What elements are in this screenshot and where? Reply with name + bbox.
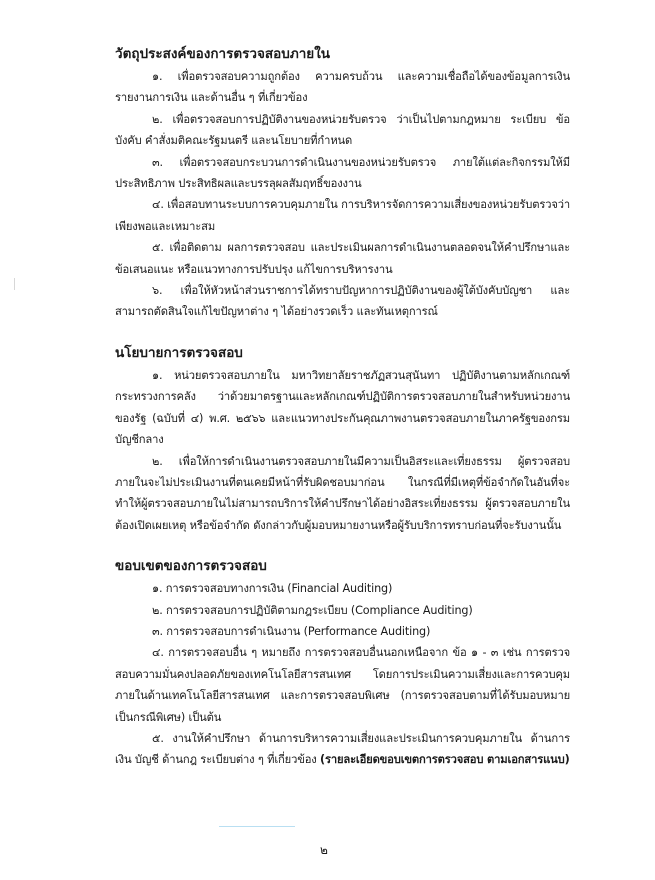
section-heading: ขอบเขตของการตรวจสอบ: [115, 558, 267, 575]
paragraph: ๔. เพื่อสอบทานระบบการควบคุมภายใน การบริหารจัดการความเสี่ยงของหน่วยรับตรวจว่าเพียงพอและเหมาะสม: [115, 198, 570, 233]
section-objectives: [115, 44, 570, 323]
page-content: [115, 44, 570, 789]
paragraph: ๑. การตรวจสอบทางการเงิน (Financial Auditing): [152, 582, 393, 596]
paragraph-text: ๕. งานให้คำปรึกษา ด้านการบริหารความเสี่ยงและประเมินการควบคุมภายใน ด้านการเงิน บัญชี ด้านกฎ ระเบียบต่าง ๆ ที่เกี่ยวข้อง: [115, 731, 570, 767]
paragraph: ๑. เพื่อตรวจสอบความถูกต้อง ความครบถ้วน และความเชื่อถือได้ของข้อมูลการเงิน รายงานการเงิน และด้านอื่น ๆ ที่เกี่ยวข้อง: [115, 70, 570, 105]
paragraph: ๒. เพื่อให้การดำเนินงานตรวจสอบภายในมีความเป็นอิสระและเที่ยงธรรม ผู้ตรวจสอบภายในจะไม่ประเมินงานที่ตนเคยมีหน้าที่รับผิดชอบมาก่อน ในกรณีที่มีเหตุที่ข้อจำกัดในอันที่จะทำให้ผู้ตรวจสอบภายในไม่สามารถบริการให้คำปรึกษาได้อย่างอิสระเที่ยงธรรม ผู้ตรวจสอบภายในต้องเปิดเผยเหตุ หรือข้อจำกัด ดังกล่าวกับผู้มอบหมายงานหรือผู้รับบริการทราบก่อนที่จะรับงานนั้น: [115, 454, 570, 532]
paragraph: ๓. เพื่อตรวจสอบกระบวนการดำเนินงานของหน่วยรับตรวจ ภายใต้แต่ละกิจกรรมให้มีประสิทธิภาพ ประสิทธิผลและบรรลุผลสัมฤทธิ์ของงาน: [115, 155, 570, 191]
binding-mark: [14, 278, 15, 290]
section-heading: วัตถุประสงค์ของการตรวจสอบภายใน: [115, 46, 331, 62]
section-scope: [115, 556, 570, 771]
page-number: ๒: [320, 843, 328, 857]
paragraph: ๕. เพื่อติดตาม ผลการตรวจสอบ และประเมินผลการดำเนินงานตลอดจนให้คำปรึกษาและข้อเสนอแนะ หรือแนวทางการปรับปรุง แก้ไขการบริหารงาน: [115, 241, 570, 276]
paragraph: ๔. การตรวจสอบอื่น ๆ หมายถึง การตรวจสอบอื่นนอกเหนือจาก ข้อ ๑ - ๓ เช่น การตรวจสอบความมั่นคงปลอดภัยของเทคโนโลยีสารสนเทศ โดยการประเมินความเสี่ยงและการควบคุมภายในด้านเทคโนโลยีสารสนเทศ และการตรวจสอบพิเศษ (การตรวจสอบตามที่ได้รับมอบหมายเป็นกรณีพิเศษ) เป็นต้น: [115, 646, 570, 724]
section-policy: [115, 343, 570, 536]
paragraph: ๒. การตรวจสอบการปฏิบัติตามกฎระเบียบ (Compliance Auditing): [152, 603, 473, 617]
paragraph: ๑. หน่วยตรวจสอบภายใน มหาวิทยาลัยราชภัฏสวนสุนันทา ปฏิบัติงานตามหลักเกณฑ์กระทรวงการคลัง ว่าด้วยมาตรฐานและหลักเกณฑ์ปฏิบัติการตรวจสอบภายในสำหรับหน่วยงานของรัฐ (ฉบับที่ ๔) พ.ศ. ๒๕๖๖ และแนวทางประกันคุณภาพงานตรวจสอบภายในภาครัฐของกรมบัญชีกลาง: [115, 368, 570, 447]
section-heading: นโยบายการตรวจสอบ: [115, 344, 243, 361]
footer-divider: [219, 826, 295, 827]
paragraph: ๖. เพื่อให้หัวหน้าส่วนราชการได้ทราบปัญหาการปฏิบัติงานของผู้ใต้บังคับบัญชา และสามารถตัดสินใจแก้ไขปัญหาต่าง ๆ ได้อย่างรวดเร็ว และทันเหตุการณ์: [115, 284, 570, 319]
paragraph: [115, 728, 570, 771]
paragraph: ๒. เพื่อตรวจสอบการปฏิบัติงานของหน่วยรับตรวจ ว่าเป็นไปตามกฎหมาย ระเบียบ ข้อบังคับ คำสั่งมติคณะรัฐมนตรี และนโยบายที่กำหนด: [115, 112, 570, 148]
paragraph-emphasis: (รายละเอียดขอบเขตการตรวจสอบ ตามเอกสารแนบ): [320, 753, 570, 767]
paragraph: ๓. การตรวจสอบการดำเนินงาน (Performance Auditing): [152, 624, 431, 638]
